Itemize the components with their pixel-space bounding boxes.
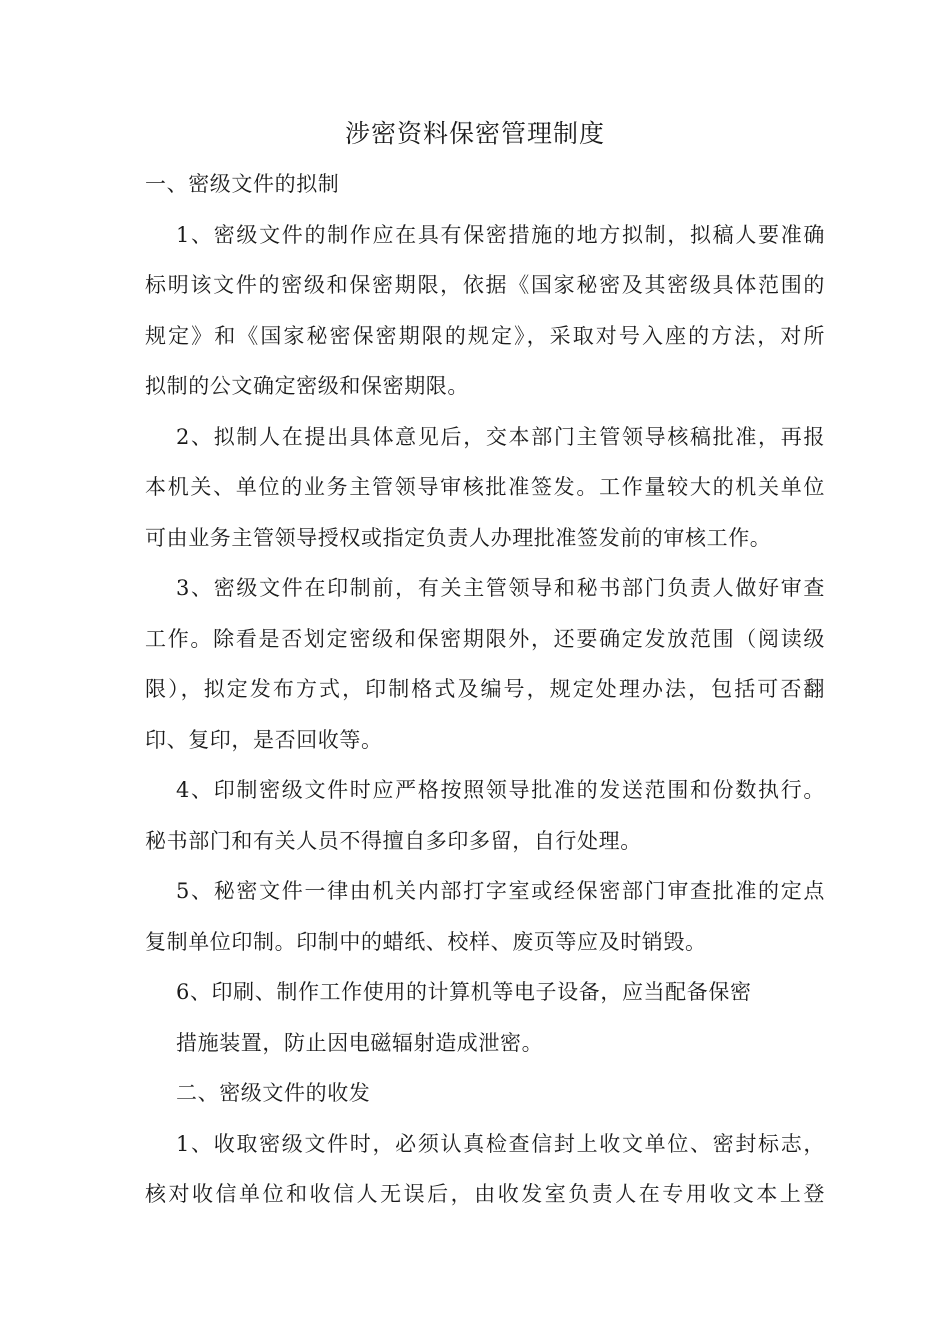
document-line: 二、密级文件的收发: [176, 1081, 371, 1105]
document-line: 秘书部门和有关人员不得擅自多印多留，自行处理。: [145, 829, 642, 853]
document-line: 一、密级文件的拟制: [145, 172, 340, 196]
document-line: 6、印刷、制作工作使用的计算机等电子设备，应当配备保密: [176, 980, 752, 1004]
document-title: 涉密资料保密管理制度: [344, 119, 605, 148]
document-line: 措施装置，防止因电磁辐射造成泄密。: [176, 1031, 544, 1055]
document-line: 核对收信单位和收信人无误后，由收发室负责人在专用收文本上登: [145, 1182, 825, 1206]
document-line: 3、密级文件在印制前，有关主管领导和秘书部门负责人做好审查: [176, 576, 825, 600]
document-line: 可由业务主管领导授权或指定负责人办理批准签发前的审核工作。: [145, 526, 772, 550]
document-line: 1、收取密级文件时，必须认真检查信封上收文单位、密封标志，: [176, 1132, 825, 1156]
document-line: 复制单位印制。印制中的蜡纸、校样、废页等应及时销毁。: [145, 930, 707, 954]
document-line: 本机关、单位的业务主管领导审核批准签发。工作量较大的机关单位: [145, 475, 825, 499]
document-line: 限），拟定发布方式，印制格式及编号，规定处理办法，包括可否翻: [145, 677, 825, 701]
document-line: 规定》和《国家秘密保密期限的规定》，采取对号入座的方法，对所: [145, 324, 825, 348]
document-line: 标明该文件的密级和保密期限，依据《国家秘密及其密级具体范围的: [145, 273, 825, 297]
document-line: 1、密级文件的制作应在具有保密措施的地方拟制，拟稿人要准确: [176, 223, 825, 247]
document-line: 拟制的公文确定密级和保密期限。: [145, 374, 469, 398]
document-line: 2、拟制人在提出具体意见后，交本部门主管领导核稿批准，再报: [176, 425, 825, 449]
document-line: 5、秘密文件一律由机关内部打字室或经保密部门审查批准的定点: [176, 879, 825, 903]
document-line: 印、复印，是否回收等。: [145, 728, 383, 752]
document-line: 工作。除看是否划定密级和保密期限外，还要确定发放范围（阅读级: [145, 627, 825, 651]
document-line: 4、印制密级文件时应严格按照领导批准的发送范围和份数执行。: [176, 778, 825, 802]
